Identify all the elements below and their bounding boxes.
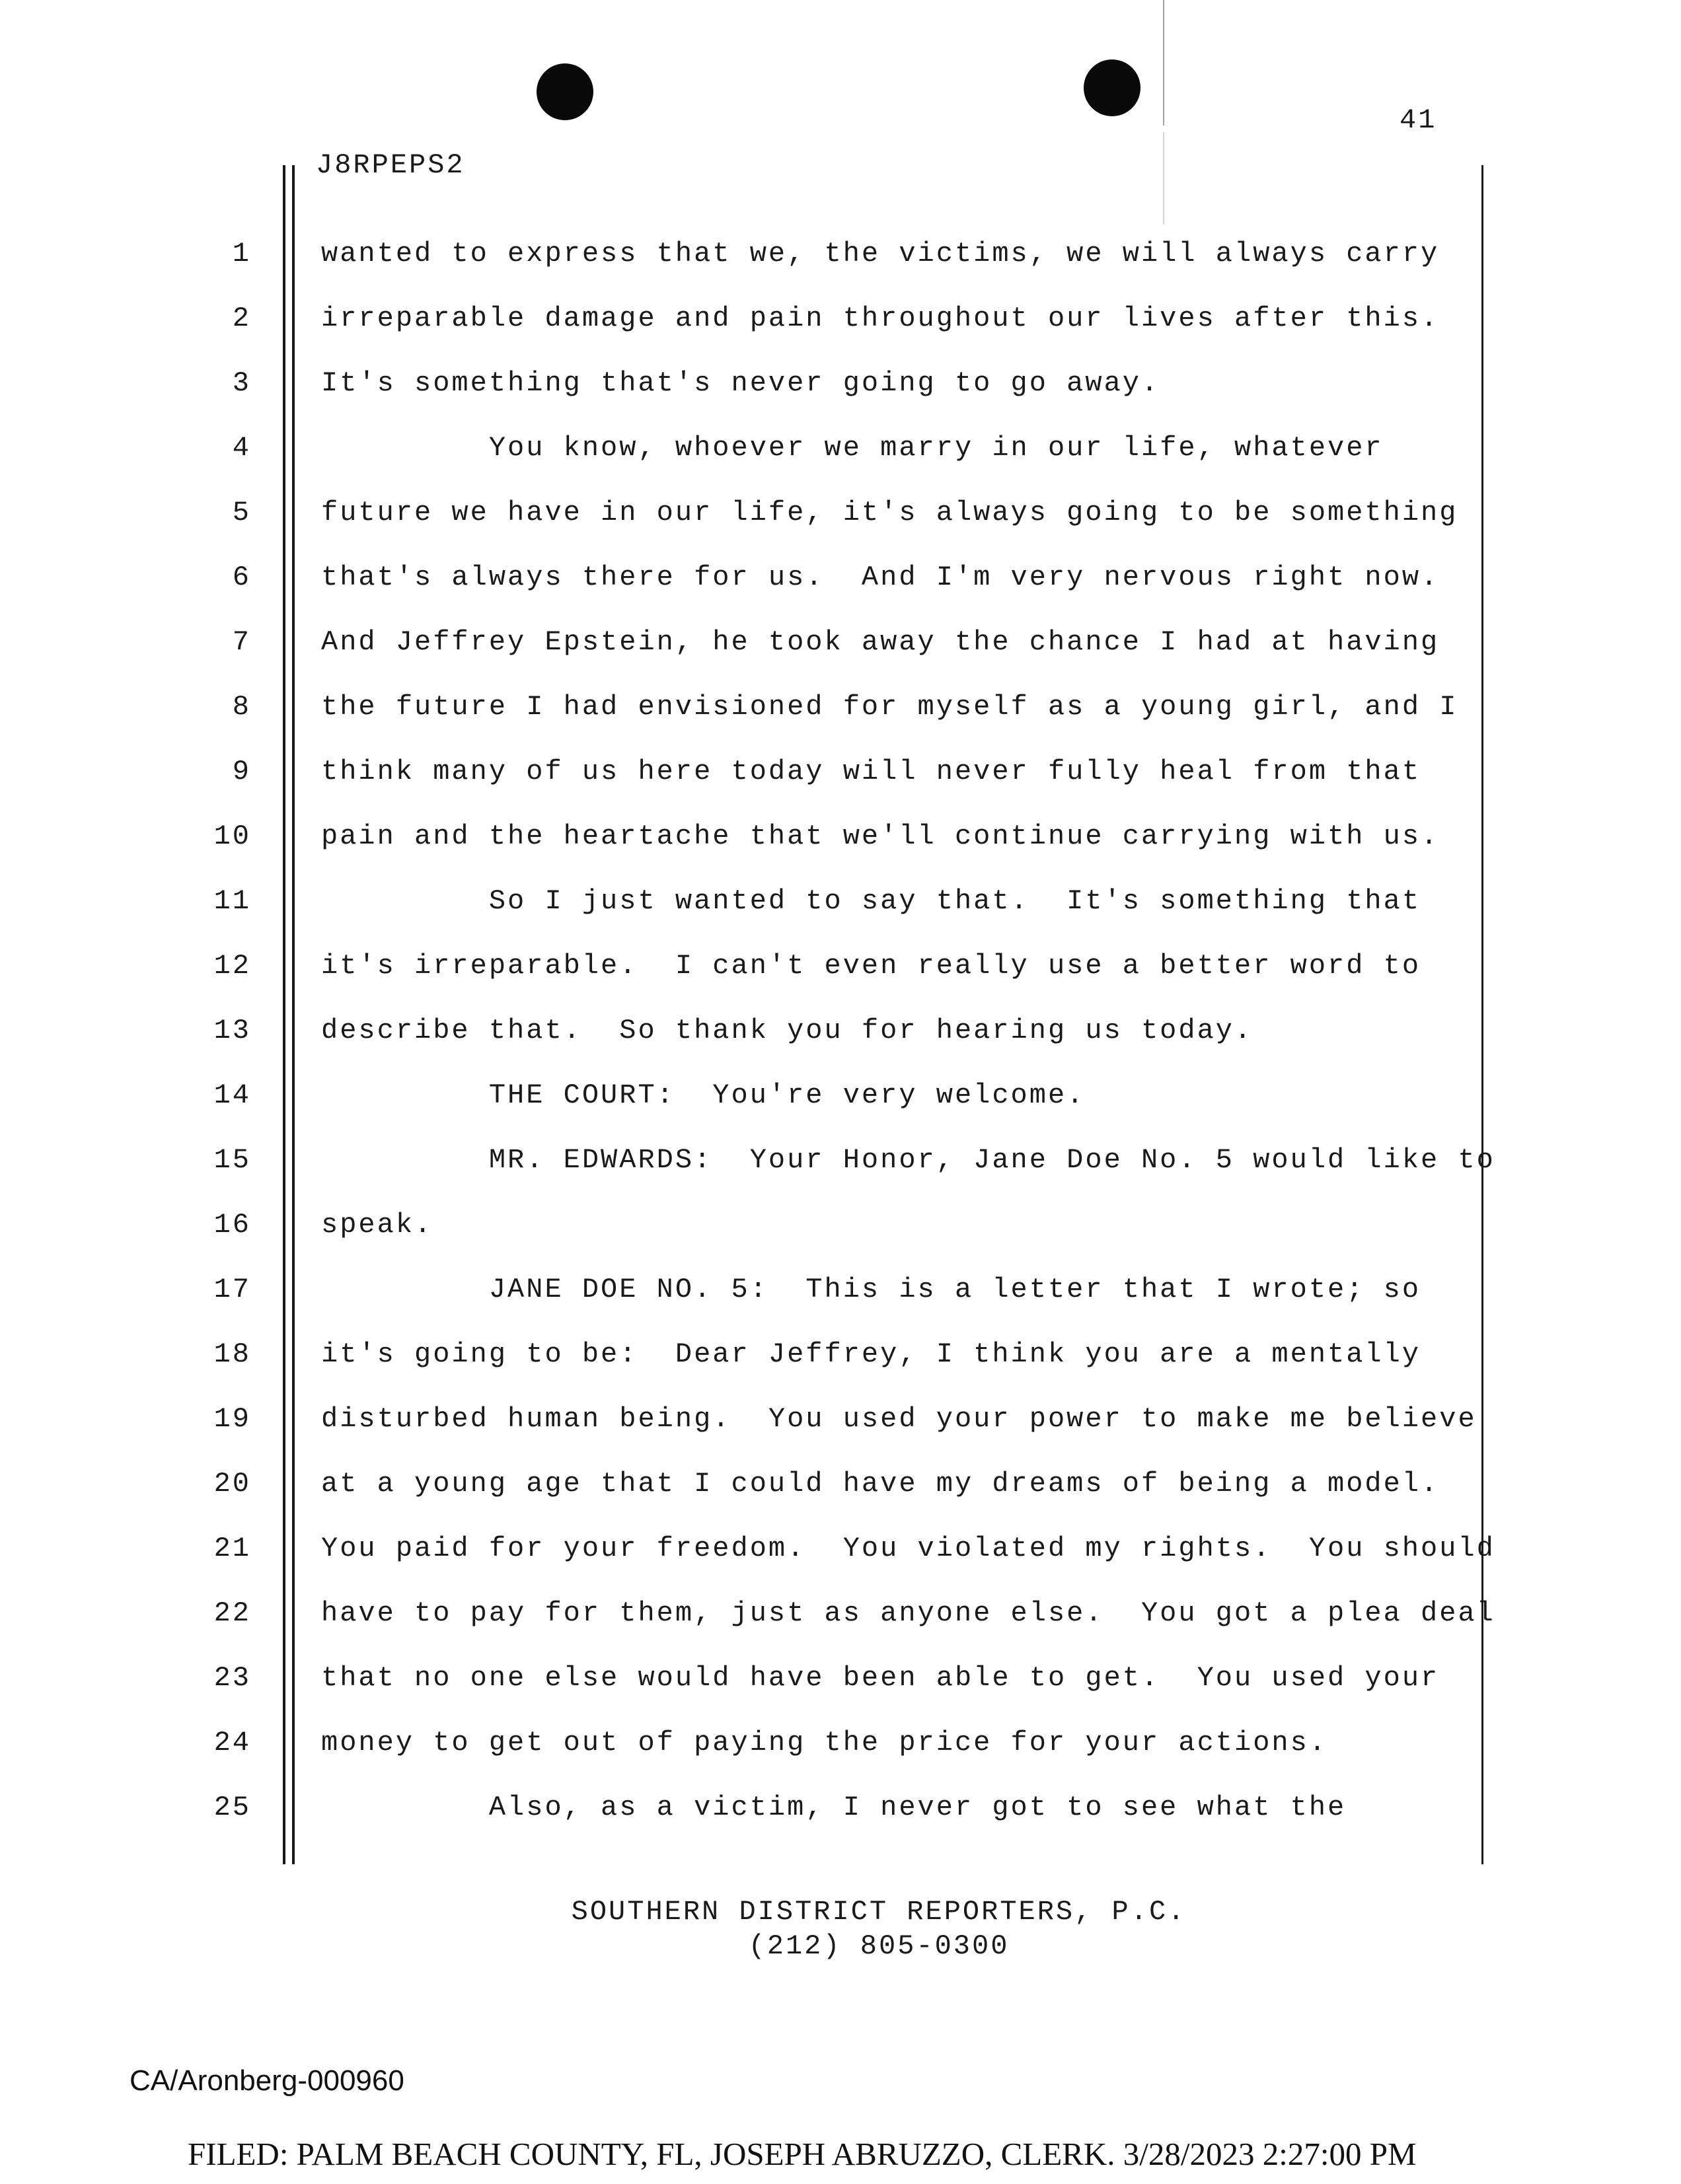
line-number: 12 — [213, 950, 251, 982]
line-number: 21 — [213, 1533, 251, 1564]
scan-artifact-line — [1163, 0, 1164, 126]
line-number: 8 — [232, 691, 251, 723]
line-number: 24 — [213, 1727, 251, 1759]
transcript-line: pain and the heartache that we'll continue carrying with us. — [321, 820, 1440, 852]
line-number: 23 — [213, 1662, 251, 1694]
line-number: 19 — [213, 1403, 251, 1435]
punch-hole-left — [537, 63, 593, 120]
transcript-line: MR. EDWARDS: Your Honor, Jane Doe No. 5 would like to — [321, 1144, 1495, 1176]
line-number: 13 — [213, 1015, 251, 1046]
transcript-line: You paid for your freedom. You violated my rights. You should — [321, 1533, 1495, 1564]
transcript-line: You know, whoever we marry in our life, whatever — [321, 432, 1384, 464]
transcript-line: irreparable damage and pain throughout our lives after this. — [321, 303, 1440, 334]
line-number: 1 — [232, 238, 251, 270]
transcript-line: that no one else would have been able to get. You used your — [321, 1662, 1440, 1694]
scan-artifact-line — [1163, 132, 1164, 225]
line-number: 17 — [213, 1274, 251, 1305]
filing-stamp: FILED: PALM BEACH COUNTY, FL, JOSEPH ABRUZZO, CLERK. 3/28/2023 2:27:00 PM — [188, 2136, 1417, 2172]
transcript-line: wanted to express that we, the victims, we will always carry — [321, 238, 1440, 270]
transcript-line: It's something that's never going to go away. — [321, 367, 1160, 399]
line-number: 18 — [213, 1338, 251, 1370]
line-number: 14 — [213, 1079, 251, 1111]
page-number: 41 — [1400, 104, 1437, 136]
line-number: 2 — [232, 303, 251, 334]
line-number: 16 — [213, 1209, 251, 1241]
transcript-line: disturbed human being. You used your power to make me believe — [321, 1403, 1477, 1435]
line-number: 3 — [232, 367, 251, 399]
line-number: 22 — [213, 1597, 251, 1629]
punch-hole-right — [1084, 59, 1140, 116]
transcript-line: have to pay for them, just as anyone else. You got a plea deal — [321, 1597, 1495, 1629]
line-number: 25 — [213, 1792, 251, 1823]
transcript-line: future we have in our life, it's always going to be something — [321, 497, 1458, 528]
transcript-line: So I just wanted to say that. It's something that — [321, 885, 1421, 917]
line-number: 6 — [232, 562, 251, 593]
transcript-line: at a young age that I could have my dreams of being a model. — [321, 1468, 1440, 1500]
transcript-line: speak. — [321, 1209, 433, 1241]
reporter-name: SOUTHERN DISTRICT REPORTERS, P.C. — [571, 1896, 1187, 1928]
transcript-line: the future I had envisioned for myself as a young girl, and I — [321, 691, 1458, 723]
reporter-phone: (212) 805-0300 — [748, 1930, 1010, 1962]
transcript-line: Also, as a victim, I never got to see what the — [321, 1792, 1347, 1823]
transcript-line: think many of us here today will never fully heal from that — [321, 756, 1421, 787]
transcript-line: And Jeffrey Epstein, he took away the chance I had at having — [321, 626, 1440, 658]
left-margin-rule-outer — [283, 165, 285, 1864]
line-number: 10 — [213, 820, 251, 852]
line-number: 5 — [232, 497, 251, 528]
line-number: 11 — [213, 885, 251, 917]
transcript-line: it's going to be: Dear Jeffrey, I think you are a mentally — [321, 1338, 1421, 1370]
transcript-line: that's always there for us. And I'm very nervous right now. — [321, 562, 1440, 593]
case-code: J8RPEPS2 — [316, 149, 465, 181]
left-margin-rule-inner — [292, 165, 295, 1864]
line-number: 7 — [232, 626, 251, 658]
line-number: 20 — [213, 1468, 251, 1500]
transcript-line: describe that. So thank you for hearing us today. — [321, 1015, 1253, 1046]
transcript-line: it's irreparable. I can't even really use a better word to — [321, 950, 1421, 982]
transcript-line: THE COURT: You're very welcome. — [321, 1079, 1086, 1111]
line-number: 9 — [232, 756, 251, 787]
transcript-line: money to get out of paying the price for your actions. — [321, 1727, 1328, 1759]
line-number: 15 — [213, 1144, 251, 1176]
line-number: 4 — [232, 432, 251, 464]
transcript-line: JANE DOE NO. 5: This is a letter that I wrote; so — [321, 1274, 1421, 1305]
bates-number: CA/Aronberg-000960 — [130, 2064, 404, 2097]
